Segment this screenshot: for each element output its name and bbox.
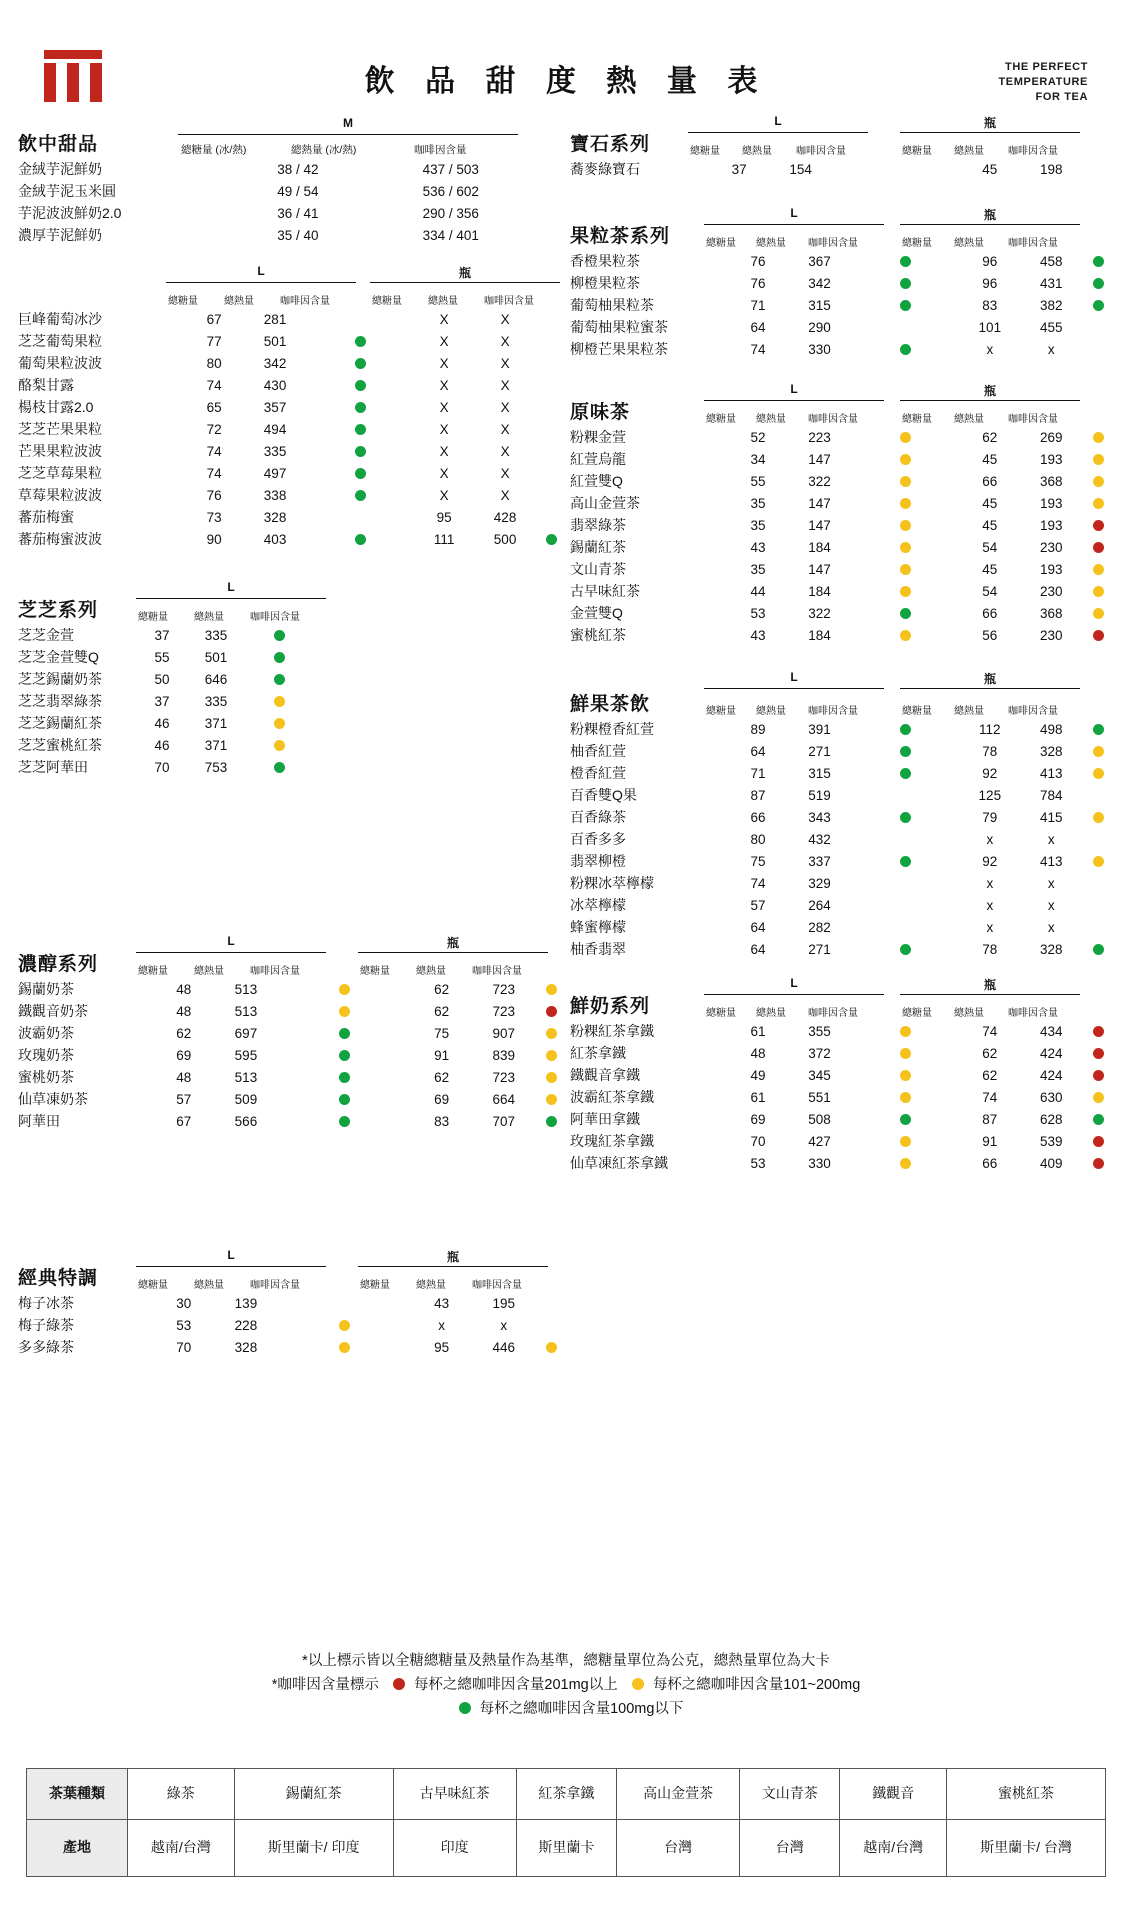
section-classic: 經典特調 L 瓶 總糖量 總熱量 咖啡因含量 總糖量 總熱量 咖啡因含量 梅子冰茶 30 139 43 195 梅子綠茶 53 228 x x 多多綠茶 70 328 95 446 bbox=[18, 1252, 566, 1358]
row-header-tea-type: 茶葉種類 bbox=[27, 1769, 128, 1820]
tea-type-cell: 文山青茶 bbox=[740, 1769, 840, 1820]
table-row: 翡翠綠茶 35 147 45 193 bbox=[570, 514, 1114, 536]
tea-type-cell: 錫蘭紅茶 bbox=[234, 1769, 393, 1820]
section-title-fruit-tea: 果粒茶系列 bbox=[570, 225, 671, 247]
caffeine-yellow-dot-icon bbox=[632, 1678, 644, 1690]
left-column bbox=[18, 118, 566, 1372]
footnote-caffeine-label: *咖啡因含量標示 bbox=[271, 1676, 379, 1693]
tea-type-cell: 紅茶拿鐵 bbox=[516, 1769, 616, 1820]
table-row: 芝芝蜜桃紅茶 46 371 bbox=[18, 734, 566, 756]
table-row: 仙草凍紅茶拿鐵 53 330 66 409 bbox=[570, 1152, 1114, 1174]
brand-line-2: TEMPERATURE bbox=[998, 75, 1088, 88]
table-row: 仙草凍奶茶 57 509 69 664 bbox=[18, 1088, 566, 1110]
table-row: 蕃茄梅蜜波波 90 403 111 500 bbox=[18, 528, 566, 550]
tea-type-cell: 高山金萱茶 bbox=[616, 1769, 739, 1820]
table-row: 梅子綠茶 53 228 x x bbox=[18, 1317, 508, 1333]
table-row: 香橙果粒茶 76 367 96 458 bbox=[570, 250, 1114, 272]
tbody-nongchun bbox=[18, 978, 566, 1132]
section-fresh-fruit: 鮮果茶飲 L 瓶 總糖量 總熱量 咖啡因含量 總糖量 總熱量 咖啡因含量 粉粿橙香紅萱 89 391 112 498 柚香紅萱 64 271 78 328 橙香紅萱 71 315 92 413 百香雙Q果 87 519 125 784 百香綠茶 66 343 79 415 百香多多 80 432 x x 翡翠柳橙 75 337 92 413 粉粿冰萃檸檬 74 329 x x 冰萃檸檬 57 264 x x 蜂蜜檸檬 64 282 x x 柚香翡翠 64 271 78 328 bbox=[570, 674, 1114, 960]
table-row: 楊枝甘露2.0 65 357 X X bbox=[18, 399, 510, 415]
table-row: 蕎麥綠寶石 37 154 45 198 bbox=[570, 161, 1063, 177]
table-zhizhi bbox=[18, 624, 566, 778]
section-title-classic: 經典特調 bbox=[18, 1267, 99, 1289]
table-row: 金絨芋泥玉米圓 49 / 54 536 / 602 bbox=[18, 183, 479, 199]
footnote-caffeine-red: 每杯之總咖啡因含量201mg以上 bbox=[413, 1676, 618, 1693]
table-row: 柚香紅萱 64 271 78 328 bbox=[570, 740, 1114, 762]
caffeine-green-dot-icon bbox=[459, 1702, 471, 1714]
table-row: 蜂蜜檸檬 64 282 x x bbox=[570, 919, 1055, 935]
table-original-tea bbox=[570, 426, 1114, 646]
origin-cell: 越南/台灣 bbox=[128, 1820, 235, 1877]
table-row: 柳橙果粒茶 76 342 96 431 bbox=[570, 272, 1114, 294]
section-fruit-tea: 果粒茶系列 L 瓶 總糖量 總熱量 咖啡因含量 總糖量 總熱量 咖啡因含量 香橙果粒茶 76 367 96 458 柳橙果粒茶 76 342 96 431 葡萄柚果粒茶 71 315 83 382 葡萄柚果粒蜜茶 64 290 101 455 柳橙芒果果粒茶 74 330 x x bbox=[570, 210, 1114, 360]
size-header-L: L bbox=[257, 264, 265, 278]
table-row: 鐵觀音拿鐵 49 345 62 424 bbox=[570, 1064, 1114, 1086]
table-row: 芋泥波波鮮奶2.0 36 / 41 290 / 356 bbox=[18, 205, 479, 221]
size-header-M: M bbox=[343, 116, 353, 130]
table-row: 波霸紅茶拿鐵 61 551 74 630 bbox=[570, 1086, 1114, 1108]
origin-cell: 斯里蘭卡/ 台灣 bbox=[946, 1820, 1105, 1877]
section-fruit-ice: L 瓶 總糖量 總熱量 咖啡因含量 總糖量 總熱量 咖啡因含量 巨峰葡萄冰沙 67 281 X X 芝芝葡萄果粒 77 501 X X 葡萄果粒波波 80 342 X X 酪梨甘露 74 430 X X 楊枝甘露2.0 65 357 X X 芝芝芒果果粒 72 494 X X 芒果果粒波波 74 335 X X 芝芝草莓果粒 74 497 X X 草莓果粒波波 76 338 X X 蕃茄梅蜜 73 328 95 428 蕃茄梅蜜波波 90 403 111 500 bbox=[18, 268, 566, 550]
table-row: 阿華田拿鐵 69 508 87 628 bbox=[570, 1108, 1114, 1130]
table-row: 紅萱烏龍 34 147 45 193 bbox=[570, 448, 1114, 470]
tea-type-cell: 蜜桃紅茶 bbox=[946, 1769, 1105, 1820]
table-row: 巨峰葡萄冰沙 67 281 X X bbox=[18, 311, 510, 327]
table-row: 芝芝葡萄果粒 77 501 X X bbox=[18, 333, 510, 349]
table-row: 蕃茄梅蜜 73 328 95 428 bbox=[18, 509, 517, 525]
footnote-line-1: *以上標示皆以全糖總糖量及熱量作為基準，總糖量單位為公克，總熱量單位為大卡 bbox=[302, 1653, 830, 1669]
table-row: 阿華田 67 566 83 707 bbox=[18, 1110, 566, 1132]
table-nongchun bbox=[18, 978, 566, 1132]
table-row: 芝芝阿華田 70 753 bbox=[18, 756, 566, 778]
table-row: 芝芝翡翠綠茶 37 335 bbox=[18, 690, 566, 712]
origin-cell: 台灣 bbox=[616, 1820, 739, 1877]
footnote-line-3 bbox=[0, 1698, 1132, 1722]
colhdr-sugar-icehot: 總糖量 (冰/熱) bbox=[181, 144, 247, 156]
table-row: 玫瑰奶茶 69 595 91 839 bbox=[18, 1044, 566, 1066]
table-fruit-ice bbox=[18, 308, 566, 550]
section-title-fresh-milk: 鮮奶系列 bbox=[570, 995, 651, 1017]
tea-type-cell: 古早味紅茶 bbox=[393, 1769, 516, 1820]
footnotes bbox=[0, 1650, 1132, 1722]
section-title-zhizhi: 芝芝系列 bbox=[18, 599, 99, 621]
table-row: 百香綠茶 66 343 79 415 bbox=[570, 806, 1114, 828]
tbody-gem bbox=[570, 158, 1114, 180]
table-row: 多多綠茶 70 328 95 446 bbox=[18, 1336, 566, 1358]
table-row: 粉粿冰萃檸檬 74 329 x x bbox=[570, 875, 1055, 891]
section-nongchun: 濃醇系列 L 瓶 總糖量 總熱量 咖啡因含量 總糖量 總熱量 咖啡因含量 錫蘭奶茶 48 513 62 723 鐵觀音奶茶 48 513 62 723 波霸奶茶 62 697 75 907 玫瑰奶茶 69 595 91 839 蜜桃奶茶 48 513 62 723 仙草凍奶茶 57 509 69 664 阿華田 67 566 83 707 bbox=[18, 938, 566, 1132]
table-row: 百香多多 80 432 x x bbox=[570, 831, 1055, 847]
table-row: 葡萄柚果粒茶 71 315 83 382 bbox=[570, 294, 1114, 316]
tea-type-cell: 綠茶 bbox=[128, 1769, 235, 1820]
table-row: 葡萄柚果粒蜜茶 64 290 101 455 bbox=[570, 319, 1063, 335]
table-row: 古早味紅茶 44 184 54 230 bbox=[570, 580, 1114, 602]
table-row: 紅茶拿鐵 48 372 62 424 bbox=[570, 1042, 1114, 1064]
table-row: 濃厚芋泥鮮奶 35 / 40 334 / 401 bbox=[18, 227, 479, 243]
table-row: 文山青茶 35 147 45 193 bbox=[570, 558, 1114, 580]
footnote-line-2 bbox=[0, 1674, 1132, 1698]
table-row: 錫蘭紅茶 43 184 54 230 bbox=[570, 536, 1114, 558]
origin-cell: 越南/台灣 bbox=[840, 1820, 947, 1877]
table-row: 冰萃檸檬 57 264 x x bbox=[570, 897, 1055, 913]
table-row: 梅子冰茶 30 139 43 195 bbox=[18, 1295, 516, 1311]
tbody-zhizhi bbox=[18, 624, 566, 778]
table-row: 芝芝金萱雙Q 55 501 bbox=[18, 646, 566, 668]
section-title-original-tea: 原味茶 bbox=[570, 401, 631, 423]
table-row: 翡翠柳橙 75 337 92 413 bbox=[570, 850, 1114, 872]
tbody-fruit-ice bbox=[18, 308, 566, 550]
table-row: 紅萱雙Q 55 322 66 368 bbox=[570, 470, 1114, 492]
table-row: 波霸奶茶 62 697 75 907 bbox=[18, 1022, 566, 1044]
table-fresh-fruit bbox=[570, 718, 1114, 960]
origin-cell: 斯里蘭卡/ 印度 bbox=[234, 1820, 393, 1877]
table-row: 芝芝草莓果粒 74 497 X X bbox=[18, 465, 510, 481]
table-fresh-milk bbox=[570, 1020, 1114, 1174]
table-row: 玫瑰紅茶拿鐵 70 427 91 539 bbox=[570, 1130, 1114, 1152]
brand-line-3: FOR TEA bbox=[1035, 90, 1088, 103]
section-original-tea: 原味茶 L 瓶 總糖量 總熱量 咖啡因含量 總糖量 總熱量 咖啡因含量 粉粿金萱 52 223 62 269 紅萱烏龍 34 147 45 193 紅萱雙Q 55 322 66 368 高山金萱茶 35 147 45 193 翡翠綠茶 35 147 45 193 錫蘭紅茶 43 184 54 230 文山青茶 35 147 45 193 古早味紅茶 44 184 54 230 金萱雙Q 53 322 66 368 蜜桃紅茶 43 184 56 230 bbox=[570, 386, 1114, 646]
page-header bbox=[0, 0, 1132, 120]
table-row: 蜜桃紅茶 43 184 56 230 bbox=[570, 624, 1114, 646]
tea-origin-table-wrap bbox=[26, 1768, 1106, 1877]
origin-cell: 印度 bbox=[393, 1820, 516, 1877]
tbody-fruit-tea bbox=[570, 250, 1114, 360]
origin-cell: 台灣 bbox=[740, 1820, 840, 1877]
page-title: 飲 品 甜 度 熱 量 表 bbox=[364, 64, 768, 99]
table-row: 芝芝錫蘭紅茶 46 371 bbox=[18, 712, 566, 734]
origin-cell: 斯里蘭卡 bbox=[516, 1820, 616, 1877]
footnote-caffeine-green: 每杯之總咖啡因含量100mg以下 bbox=[479, 1700, 684, 1717]
section-zhizhi: 芝芝系列 L 總糖量 總熱量 咖啡因含量 芝芝金萱 37 335 芝芝金萱雙Q 55 501 芝芝錫蘭奶茶 50 646 芝芝翡翠綠茶 37 335 芝芝錫蘭紅茶 46 371 芝芝蜜桃紅茶 46 371 芝芝阿華田 70 753 bbox=[18, 584, 566, 778]
table-row: 高山金萱茶 35 147 45 193 bbox=[570, 492, 1114, 514]
table-classic bbox=[18, 1292, 566, 1358]
colhdr-cal-icehot: 總熱量 (冰/熱) bbox=[291, 144, 357, 156]
footnote-caffeine-yellow: 每杯之總咖啡因含量101~200mg bbox=[652, 1676, 861, 1693]
section-title-gem: 寶石系列 bbox=[570, 133, 651, 155]
table-row-tea-type bbox=[27, 1769, 1106, 1820]
table-row: 葡萄果粒波波 80 342 X X bbox=[18, 355, 510, 371]
table-row: 百香雙Q果 87 519 125 784 bbox=[570, 787, 1063, 803]
table-row: 柳橙芒果果粒茶 74 330 x x bbox=[570, 341, 1055, 357]
table-row: 粉粿紅茶拿鐵 61 355 74 434 bbox=[570, 1020, 1114, 1042]
table-row: 草莓果粒波波 76 338 X X bbox=[18, 487, 510, 503]
table-row: 柚香翡翠 64 271 78 328 bbox=[570, 938, 1114, 960]
tbody-drink-dessert bbox=[18, 158, 566, 246]
brand-tagline bbox=[998, 60, 1088, 105]
tbody-classic bbox=[18, 1292, 566, 1358]
row-header-origin: 產地 bbox=[27, 1820, 128, 1877]
section-drink-dessert bbox=[18, 118, 566, 246]
tbody-fresh-milk bbox=[570, 1020, 1114, 1174]
table-row: 金絨芋泥鮮奶 38 / 42 437 / 503 bbox=[18, 161, 479, 177]
tea-type-cell: 鐵觀音 bbox=[840, 1769, 947, 1820]
right-column bbox=[570, 114, 1114, 1188]
brand-line-1: THE PERFECT bbox=[1005, 61, 1088, 73]
table-drink-dessert bbox=[18, 158, 566, 246]
colhdr-caffeine: 咖啡因含量 bbox=[414, 144, 467, 156]
table-fruit-tea bbox=[570, 250, 1114, 360]
table-row: 金萱雙Q 53 322 66 368 bbox=[570, 602, 1114, 624]
table-row: 粉粿橙香紅萱 89 391 112 498 bbox=[570, 718, 1114, 740]
section-title-nongchun: 濃醇系列 bbox=[18, 953, 99, 975]
table-gem bbox=[570, 158, 1114, 180]
table-row: 蜜桃奶茶 48 513 62 723 bbox=[18, 1066, 566, 1088]
table-row: 芒果果粒波波 74 335 X X bbox=[18, 443, 510, 459]
table-row-origin bbox=[27, 1820, 1106, 1877]
table-row: 芝芝芒果果粒 72 494 X X bbox=[18, 421, 510, 437]
section-title-fresh-fruit: 鮮果茶飲 bbox=[570, 693, 651, 715]
section-gem: 寶石系列 L 瓶 總糖量 總熱量 咖啡因含量 總糖量 總熱量 咖啡因含量 蕎麥綠寶石 37 154 45 198 bbox=[570, 118, 1114, 180]
table-row: 芝芝錫蘭奶茶 50 646 bbox=[18, 668, 566, 690]
tbody-fresh-fruit bbox=[570, 718, 1114, 960]
table-row: 酪梨甘露 74 430 X X bbox=[18, 377, 510, 393]
section-fresh-milk: 鮮奶系列 L 瓶 總糖量 總熱量 咖啡因含量 總糖量 總熱量 咖啡因含量 粉粿紅茶拿鐵 61 355 74 434 紅茶拿鐵 48 372 62 424 鐵觀音拿鐵 49 345 62 424 波霸紅茶拿鐵 61 551 74 630 阿華田拿鐵 69 508 87 628 玫瑰紅茶拿鐵 70 427 91 539 仙草凍紅茶拿鐵 53 330 66 409 bbox=[570, 980, 1114, 1174]
table-row: 鐵觀音奶茶 48 513 62 723 bbox=[18, 1000, 566, 1022]
tea-origin-table bbox=[26, 1768, 1106, 1877]
section-title-drink-dessert: 飲中甜品 bbox=[18, 133, 99, 155]
table-row: 錫蘭奶茶 48 513 62 723 bbox=[18, 978, 566, 1000]
table-row: 橙香紅萱 71 315 92 413 bbox=[570, 762, 1114, 784]
caffeine-red-dot-icon bbox=[393, 1678, 405, 1690]
table-row: 粉粿金萱 52 223 62 269 bbox=[570, 426, 1114, 448]
table-row: 芝芝金萱 37 335 bbox=[18, 624, 566, 646]
size-header-bottle: 瓶 bbox=[458, 266, 471, 280]
tbody-original-tea bbox=[570, 426, 1114, 646]
